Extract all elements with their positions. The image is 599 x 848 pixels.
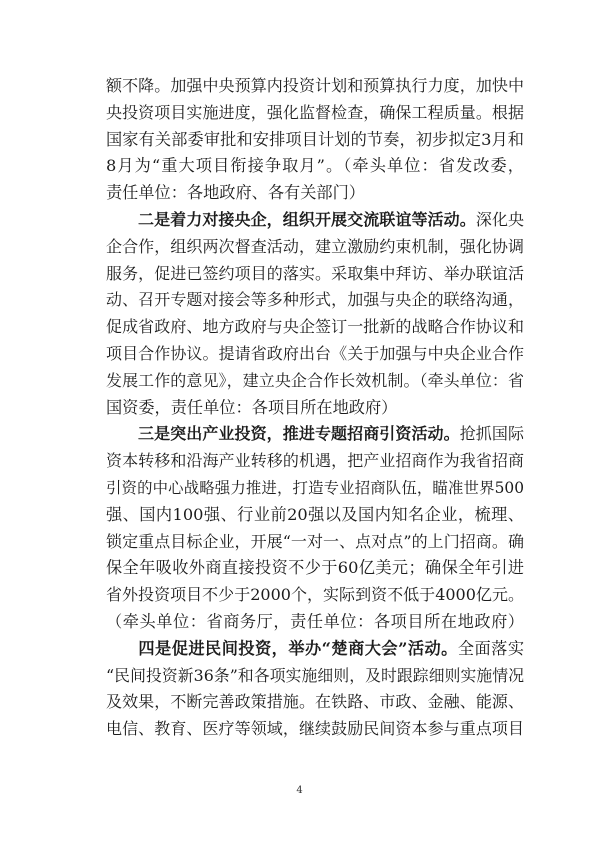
text-line	[106, 582, 524, 609]
text-line	[106, 421, 524, 448]
document-body	[106, 73, 524, 743]
paragraph-p4	[106, 636, 524, 743]
text-line	[106, 261, 524, 288]
line-text: 国家有关部委审批和安排项目计划的节奏，初步拟定3月和	[106, 129, 524, 149]
line-text: 服务，促进已签约项目的落实。采取集中拜访、举办联谊活	[106, 263, 524, 283]
line-text: 国资委，责任单位：各项目所在地政府）	[106, 397, 398, 417]
paragraph-lead-heading: 四是促进民间投资，举办“楚商大会”活动。	[138, 638, 458, 658]
text-line	[106, 555, 524, 582]
line-text: 促成省政府、地方政府与央企签订一批新的战略合作协议和	[106, 317, 524, 337]
text-line	[106, 287, 524, 314]
line-text: 额不降。加强中央预算内投资计划和预算执行力度，加快中	[106, 76, 524, 95]
paragraph-p3	[106, 421, 524, 635]
text-line	[106, 314, 524, 341]
line-text: 企合作，组织两次督查活动，建立激励约束机制，强化协调	[106, 236, 524, 256]
text-line	[106, 689, 524, 716]
line-text: 电信、教育、医疗等领域，继续鼓励民间资本参与重点项目	[106, 719, 524, 739]
text-line	[106, 636, 524, 663]
line-text: 项目合作协议。提请省政府出台《关于加强与中央企业合作	[106, 343, 524, 363]
line-text: 发展工作的意见》，建立央企合作长效机制。（牵头单位：省	[106, 370, 524, 390]
text-line	[106, 529, 524, 556]
line-text: 央投资项目实施进度，强化监督检查，确保工程质量。根据	[106, 102, 524, 122]
line-text: “民间投资新36条”和各项实施细则，及时跟踪细则实施情况	[106, 665, 524, 685]
text-line	[106, 663, 524, 690]
line-text: 责任单位：各地政府、各有关部门）	[106, 183, 365, 203]
line-text: 保全年吸收外商直接投资不少于60亿美元；确保全年引进	[106, 558, 524, 578]
page-number: 4	[296, 785, 303, 796]
text-line	[106, 207, 524, 234]
text-line	[106, 448, 524, 475]
paragraph-p2	[106, 207, 524, 421]
text-line	[106, 153, 524, 180]
text-line	[106, 127, 524, 154]
text-line	[106, 341, 524, 368]
line-text: （牵头单位：省商务厅，责任单位：各项目所在地政府）	[106, 611, 524, 631]
text-line	[106, 716, 524, 743]
line-text: 引资的中心战略强力推进，打造专业招商队伍，瞄准世界500	[106, 478, 524, 497]
line-text: 强、国内100强、行业前20强以及国内知名企业，梳理、	[106, 504, 524, 524]
text-line	[106, 73, 524, 100]
line-text: 8月为“重大项目衔接争取月”。（牵头单位：省发改委，	[106, 156, 524, 176]
line-text: 资本转移和沿海产业转移的机遇，把产业招商作为我省招商	[106, 451, 524, 471]
text-line	[106, 234, 524, 261]
paragraph-lead-heading: 二是着力对接央企，组织开展交流联谊等活动。	[138, 209, 476, 229]
line-text: 锁定重点目标企业，开展“一对一、点对点”的上门招商。确	[106, 531, 524, 551]
line-text: 深化央	[475, 209, 524, 229]
line-text: 动、召开专题对接会等多种形式，加强与央企的联络沟通，	[106, 290, 524, 310]
text-line	[106, 368, 524, 395]
text-line	[106, 395, 524, 422]
text-line	[106, 502, 524, 529]
line-text: 抢抓国际	[459, 424, 524, 444]
text-line	[106, 180, 524, 207]
paragraph-lead-heading: 三是突出产业投资，推进专题招商引资活动。	[138, 424, 460, 444]
line-text: 全面落实	[457, 638, 525, 658]
paragraph-p1	[106, 73, 524, 207]
line-text: 省外投资项目不少于2000个，实际到资不低于4000亿元。	[106, 585, 524, 605]
text-line	[106, 609, 524, 636]
text-line	[106, 475, 524, 502]
text-line	[106, 100, 524, 127]
line-text: 及效果，不断完善政策措施。在铁路、市政、金融、能源、	[106, 692, 524, 712]
